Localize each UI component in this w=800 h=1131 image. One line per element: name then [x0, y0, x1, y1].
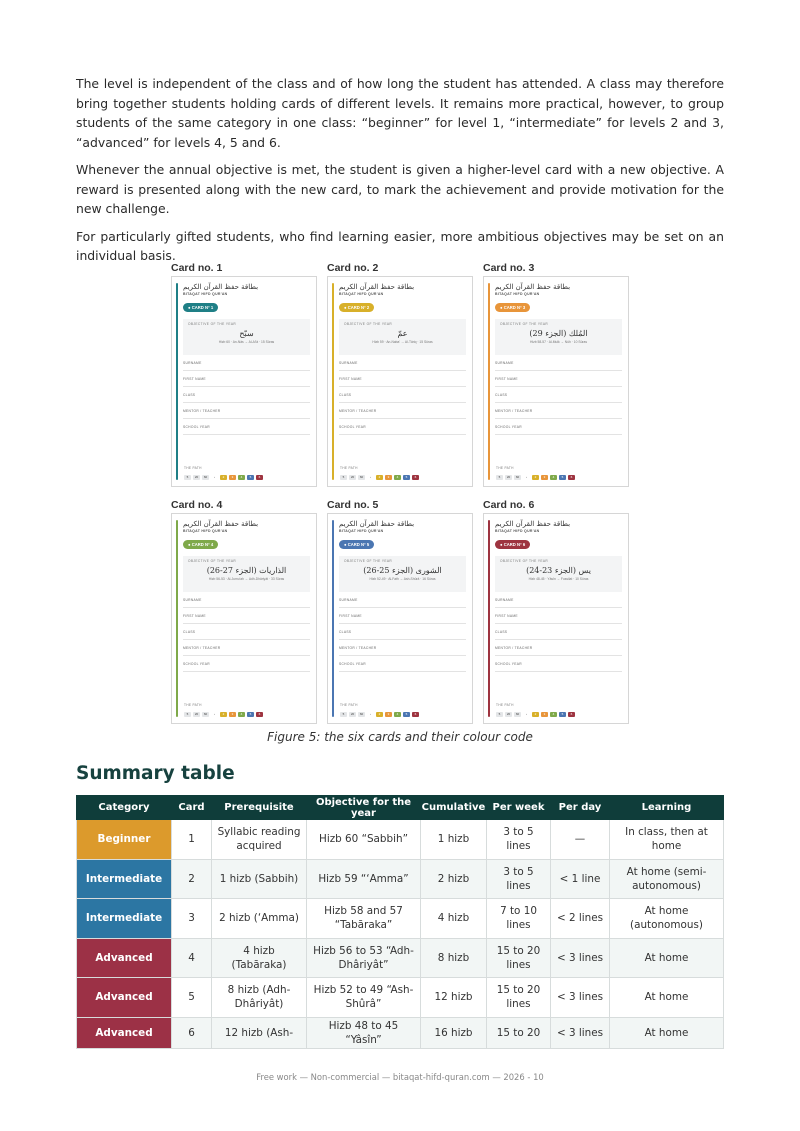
card-1: [171, 262, 317, 487]
card-objective-box: [495, 319, 622, 355]
card-color-strip: [176, 520, 178, 717]
cell-per-week: 7 to 10 lines: [487, 899, 551, 939]
path-level: 5: [247, 475, 254, 480]
path-level: 2: [376, 712, 383, 717]
objective-label: OBJECTIVE OF THE YEAR: [344, 559, 393, 563]
objective-detail: Hizb 56-53 · Al-Jumu'ah → Adh-Dhâriyât · 33 Sûras: [208, 577, 285, 581]
path-label: THE PATH: [184, 466, 202, 470]
cell-per-week: 3 to 5 lines: [487, 859, 551, 899]
cell-category: Advanced: [77, 978, 172, 1018]
path-level: 3: [385, 475, 392, 480]
cell-category: Intermediate: [77, 859, 172, 899]
card-color-strip: [488, 520, 490, 717]
cell-card: 4: [172, 938, 212, 978]
path-level: 3: [541, 712, 548, 717]
path-step: 60: [203, 712, 208, 716]
path-step: 5: [184, 475, 191, 480]
path-level: 2: [532, 712, 539, 717]
card-4: [171, 499, 317, 724]
cell-prerequisite: 12 hizb (Ash-: [212, 1017, 307, 1048]
card-path: [496, 475, 575, 480]
paragraph-3: For particularly gifted students, who find learning easier, more ambitious objectives may be set on an individual basis.: [76, 228, 724, 263]
path-level: 3: [541, 475, 548, 480]
card-badge: ● CARD N° 1: [183, 303, 218, 312]
cell-card: 2: [172, 859, 212, 899]
path-step: 20: [506, 475, 511, 479]
card-field: SURNAME: [183, 592, 310, 608]
path-level: 4: [238, 475, 245, 480]
cell-prerequisite: 2 hizb (‘Amma): [212, 899, 307, 939]
card-field: SURNAME: [339, 355, 466, 371]
card-field: CLASS: [495, 624, 622, 640]
path-step: 60: [359, 712, 364, 716]
cell-learning: At home: [610, 1017, 724, 1048]
header-category: Category: [77, 796, 172, 820]
card-caption: Card no. 5: [327, 499, 379, 511]
card-field: CLASS: [339, 387, 466, 403]
path-label: THE PATH: [184, 703, 202, 707]
path-step: 20: [350, 712, 355, 716]
paragraph-2: Whenever the annual objective is met, the student is given a higher-level card with a new objective. A reward is presented along with the new card, to mark the achievement and provide motivation for the new challenge.: [76, 162, 724, 216]
cell-category: Advanced: [77, 1017, 172, 1048]
table-header-row: [77, 796, 724, 820]
card-objective-box: [339, 319, 466, 355]
card-field: SCHOOL YEAR: [339, 419, 466, 435]
cell-prerequisite: 8 hizb (Adh-Dhâriyât): [212, 978, 307, 1018]
objective-detail: Hizb 48-45 · Yâsîn → Fussilat · 10 Sûras: [528, 577, 589, 581]
card-objective-box: [495, 556, 622, 592]
card-arabic-title: بطاقة حفظ القرآن الكريم: [495, 520, 571, 528]
card-field: MENTOR / TEACHER: [495, 640, 622, 656]
path-label: THE PATH: [340, 703, 358, 707]
card-field: FIRST NAME: [495, 371, 622, 387]
cell-cumulative: 4 hizb: [421, 899, 487, 939]
card-field: FIRST NAME: [183, 371, 310, 387]
cell-learning: At home (autonomous): [610, 899, 724, 939]
header-learning: Learning: [610, 796, 724, 820]
card-field: FIRST NAME: [339, 371, 466, 387]
card-3: [483, 262, 629, 487]
card-field: CLASS: [339, 624, 466, 640]
cell-category: Intermediate: [77, 899, 172, 939]
card-field: FIRST NAME: [183, 608, 310, 624]
card-color-strip: [332, 283, 334, 480]
card-color-strip: [176, 283, 178, 480]
cell-category: Advanced: [77, 938, 172, 978]
cell-prerequisite: Syllabic reading acquired: [212, 820, 307, 860]
path-label: THE PATH: [496, 466, 514, 470]
table-row: [77, 1017, 724, 1048]
cell-category: Beginner: [77, 820, 172, 860]
card-caption: Card no. 3: [483, 262, 535, 274]
path-level: 4: [550, 712, 557, 717]
card-color-strip: [332, 520, 334, 717]
cell-per-week: 15 to 20 lines: [487, 938, 551, 978]
path-level: 4: [394, 712, 401, 717]
card-badge: ● CARD N° 2: [339, 303, 374, 312]
card-field: SURNAME: [495, 592, 622, 608]
card-objective-box: [183, 319, 310, 355]
card-latin-title: BITAQAT HIFD QUR'AN: [339, 292, 384, 296]
cell-per-day: —: [551, 820, 610, 860]
path-level: 4: [550, 475, 557, 480]
objective-arabic: سبّح: [239, 329, 254, 338]
summary-heading: Summary table: [76, 763, 235, 784]
path-arrow: ›: [370, 475, 371, 479]
path-arrow: ›: [214, 712, 215, 716]
path-arrow: ›: [526, 475, 527, 479]
cell-objective: Hizb 59 “‘Amma”: [307, 859, 421, 899]
card-field: MENTOR / TEACHER: [183, 403, 310, 419]
card-path: [184, 475, 263, 480]
path-arrow: ›: [370, 712, 371, 716]
card-field: SCHOOL YEAR: [183, 419, 310, 435]
path-step: 20: [194, 712, 199, 716]
card-latin-title: BITAQAT HIFD QUR'AN: [495, 529, 540, 533]
cell-learning: At home (semi-autonomous): [610, 859, 724, 899]
header-per-week: Per week: [487, 796, 551, 820]
cell-objective: Hizb 60 “Sabbih”: [307, 820, 421, 860]
path-level: 6: [256, 475, 263, 480]
path-level: 5: [247, 712, 254, 717]
paragraph-1: The level is independent of the class and of how long the student has attended. A class may therefore bring together students holding cards of different levels. It remains more practical, however, to group students of the same category in one class: “beginner” for level 1, “intermediate” for levels 2 and 3, “advanced” for levels 4, 5 and 6.: [76, 76, 724, 150]
card-arabic-title: بطاقة حفظ القرآن الكريم: [339, 520, 415, 528]
path-level: 2: [220, 712, 227, 717]
card-badge: ● CARD N° 5: [339, 540, 374, 549]
card-arabic-title: بطاقة حفظ القرآن الكريم: [339, 283, 415, 291]
header-prerequisite: Prerequisite: [212, 796, 307, 820]
card-field: SCHOOL YEAR: [339, 656, 466, 672]
objective-detail: Hizb 52-49 · Al-Fath → Ash-Shûrâ · 16 Sûras: [369, 577, 436, 581]
path-level: 6: [568, 475, 575, 480]
card-objective-box: [183, 556, 310, 592]
path-level: 6: [412, 475, 419, 480]
path-step: 20: [350, 475, 355, 479]
path-step: 60: [203, 475, 208, 479]
card-path: [340, 712, 419, 717]
objective-label: OBJECTIVE OF THE YEAR: [188, 559, 237, 563]
card-path: [184, 712, 263, 717]
path-arrow: ›: [526, 712, 527, 716]
card-field: MENTOR / TEACHER: [339, 640, 466, 656]
objective-label: OBJECTIVE OF THE YEAR: [344, 322, 393, 326]
objective-label: OBJECTIVE OF THE YEAR: [500, 322, 549, 326]
cell-cumulative: 16 hizb: [421, 1017, 487, 1048]
objective-label: OBJECTIVE OF THE YEAR: [188, 322, 237, 326]
path-step: 60: [515, 712, 520, 716]
card-thumbnail: [327, 513, 473, 724]
objective-detail: Hizb 60 · An-Nâs → Al-A'lâ · 15 Sûras: [218, 340, 275, 344]
card-badge: ● CARD N° 4: [183, 540, 218, 549]
card-latin-title: BITAQAT HIFD QUR'AN: [183, 292, 228, 296]
cell-per-day: < 3 lines: [551, 978, 610, 1018]
card-2: [327, 262, 473, 487]
cell-objective: Hizb 56 to 53 “Adh-Dhâriyât”: [307, 938, 421, 978]
path-level: 6: [568, 712, 575, 717]
card-field: SCHOOL YEAR: [495, 656, 622, 672]
cell-cumulative: 8 hizb: [421, 938, 487, 978]
path-level: 5: [559, 475, 566, 480]
cell-per-day: < 3 lines: [551, 1017, 610, 1048]
path-level: 3: [385, 712, 392, 717]
card-field: CLASS: [183, 387, 310, 403]
path-level: 5: [559, 712, 566, 717]
path-level: 5: [403, 475, 410, 480]
objective-detail: Hizb 58-57 · Al-Mulk → Nûh · 10 Sûras: [530, 340, 587, 344]
table-row: [77, 859, 724, 899]
cell-per-week: 15 to 20: [487, 1017, 551, 1048]
card-latin-title: BITAQAT HIFD QUR'AN: [339, 529, 384, 533]
table-row: [77, 820, 724, 860]
cell-prerequisite: 4 hizb (Tabāraka): [212, 938, 307, 978]
card-field: SURNAME: [495, 355, 622, 371]
card-thumbnail: [171, 513, 317, 724]
card-field: SURNAME: [339, 592, 466, 608]
path-step: 5: [340, 475, 347, 480]
path-step: 5: [496, 475, 503, 480]
card-path: [496, 712, 575, 717]
cell-per-day: < 2 lines: [551, 899, 610, 939]
card-field: FIRST NAME: [339, 608, 466, 624]
path-level: 4: [394, 475, 401, 480]
card-arabic-title: بطاقة حفظ القرآن الكريم: [495, 283, 571, 291]
card-objective-box: [339, 556, 466, 592]
cell-cumulative: 1 hizb: [421, 820, 487, 860]
objective-arabic: عمّ: [397, 329, 408, 338]
path-level: 3: [229, 475, 236, 480]
cell-objective: Hizb 48 to 45 “Yâsîn”: [307, 1017, 421, 1048]
page-footer: Free work — Non-commercial — bitaqat-hifd-quran.com — 2026 - 10: [256, 1072, 544, 1082]
path-level: 6: [412, 712, 419, 717]
body-text: [76, 74, 724, 274]
path-step: 60: [515, 475, 520, 479]
path-step: 5: [184, 712, 191, 717]
cell-learning: In class, then at home: [610, 820, 724, 860]
card-5: [327, 499, 473, 724]
objective-label: OBJECTIVE OF THE YEAR: [500, 559, 549, 563]
path-level: 3: [229, 712, 236, 717]
card-thumbnail: [171, 276, 317, 487]
cell-cumulative: 2 hizb: [421, 859, 487, 899]
card-field: SCHOOL YEAR: [183, 656, 310, 672]
card-thumbnail: [483, 513, 629, 724]
card-badge: ● CARD N° 6: [495, 540, 530, 549]
path-step: 20: [194, 475, 199, 479]
card-badge: ● CARD N° 3: [495, 303, 530, 312]
card-arabic-title: بطاقة حفظ القرآن الكريم: [183, 283, 259, 291]
path-arrow: ›: [214, 475, 215, 479]
card-arabic-title: بطاقة حفظ القرآن الكريم: [183, 520, 259, 528]
card-field: CLASS: [183, 624, 310, 640]
cell-card: 1: [172, 820, 212, 860]
cell-cumulative: 12 hizb: [421, 978, 487, 1018]
card-path: [340, 475, 419, 480]
card-field: FIRST NAME: [495, 608, 622, 624]
objective-arabic: الشورى (الجزء 25-26): [363, 566, 442, 575]
card-latin-title: BITAQAT HIFD QUR'AN: [495, 292, 540, 296]
card-field: CLASS: [495, 387, 622, 403]
card-caption: Card no. 6: [483, 499, 535, 511]
cell-card: 6: [172, 1017, 212, 1048]
card-latin-title: BITAQAT HIFD QUR'AN: [183, 529, 228, 533]
objective-arabic: المُلك (الجزء 29): [529, 329, 588, 338]
card-6: [483, 499, 629, 724]
path-step: 60: [359, 475, 364, 479]
header-cumulative: Cumulative: [421, 796, 487, 820]
figure-caption: Figure 5: the six cards and their colour code: [267, 730, 533, 744]
header-objective: Objective for the year: [307, 796, 421, 820]
summary-table: [76, 795, 724, 1049]
objective-arabic: يس (الجزء 23-24): [526, 566, 591, 575]
cell-per-week: 15 to 20 lines: [487, 978, 551, 1018]
path-step: 5: [496, 712, 503, 717]
card-field: MENTOR / TEACHER: [183, 640, 310, 656]
path-level: 4: [238, 712, 245, 717]
cell-card: 5: [172, 978, 212, 1018]
table-row: [77, 978, 724, 1018]
table-row: [77, 938, 724, 978]
card-field: MENTOR / TEACHER: [495, 403, 622, 419]
card-color-strip: [488, 283, 490, 480]
cell-card: 3: [172, 899, 212, 939]
path-step: 5: [340, 712, 347, 717]
cell-objective: Hizb 58 and 57 “Tabāraka”: [307, 899, 421, 939]
path-step: 20: [506, 712, 511, 716]
card-caption: Card no. 2: [327, 262, 379, 274]
path-level: 5: [403, 712, 410, 717]
objective-arabic: الذاريات (الجزء 27-26): [206, 566, 287, 575]
card-caption: Card no. 1: [171, 262, 223, 274]
path-label: THE PATH: [496, 703, 514, 707]
header-card: Card: [172, 796, 212, 820]
objective-detail: Hizb 59 · An-Naba' → Al-Târiq · 15 Sûras: [372, 340, 433, 344]
cell-learning: At home: [610, 978, 724, 1018]
card-field: SCHOOL YEAR: [495, 419, 622, 435]
path-level: 2: [220, 475, 227, 480]
path-level: 2: [532, 475, 539, 480]
path-level: 2: [376, 475, 383, 480]
card-field: MENTOR / TEACHER: [339, 403, 466, 419]
cell-objective: Hizb 52 to 49 “Ash-Shûrâ”: [307, 978, 421, 1018]
cell-prerequisite: 1 hizb (Sabbih): [212, 859, 307, 899]
card-field: SURNAME: [183, 355, 310, 371]
header-per-day: Per day: [551, 796, 610, 820]
cell-per-day: < 1 line: [551, 859, 610, 899]
card-caption: Card no. 4: [171, 499, 223, 511]
cell-per-day: < 3 lines: [551, 938, 610, 978]
path-label: THE PATH: [340, 466, 358, 470]
cell-learning: At home: [610, 938, 724, 978]
cell-per-week: 3 to 5 lines: [487, 820, 551, 860]
card-thumbnail: [483, 276, 629, 487]
table-row: [77, 899, 724, 939]
card-thumbnail: [327, 276, 473, 487]
path-level: 6: [256, 712, 263, 717]
